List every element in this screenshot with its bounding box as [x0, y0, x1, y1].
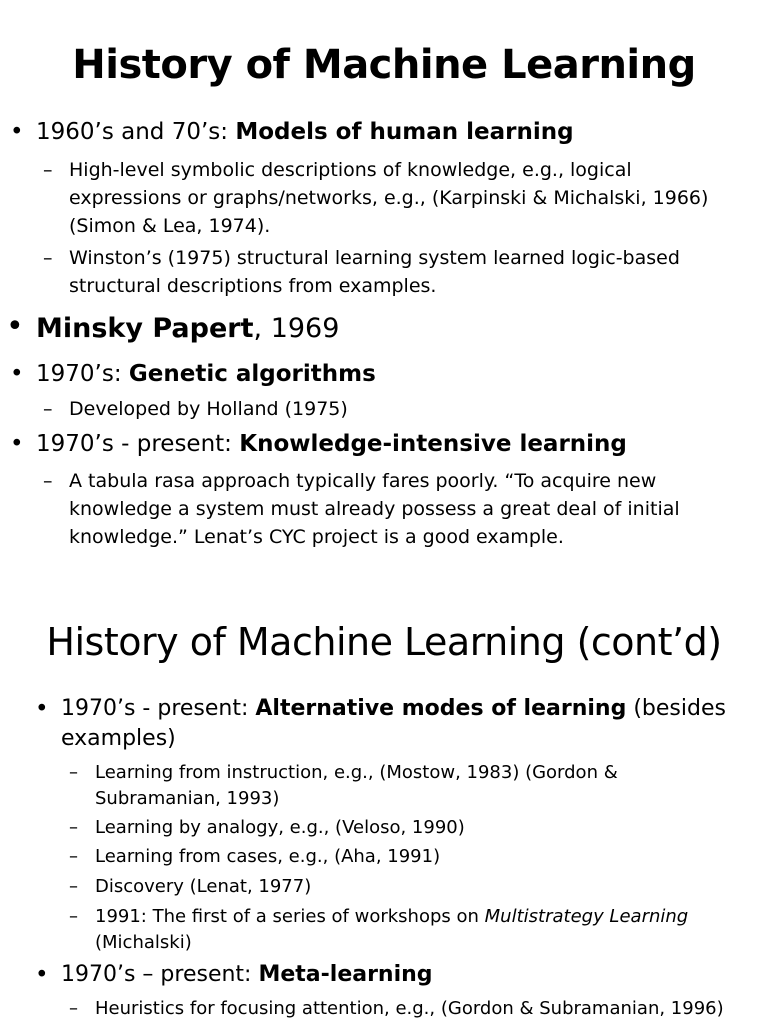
dash-icon: – — [69, 762, 78, 783]
bullet-icon: • — [35, 962, 49, 988]
item-bold: Alternative modes of learning — [255, 696, 627, 721]
dash-icon: – — [43, 470, 53, 492]
dash-icon: – — [43, 159, 53, 181]
sub-item — [69, 904, 735, 956]
slide-title: History of Machine Learning (cont’d) — [46, 620, 722, 664]
bullet-icon: • — [10, 119, 24, 145]
item-bold: Meta-learning — [258, 962, 433, 987]
item-bold: Minsky Papert — [36, 313, 254, 344]
item-prefix: 1970’s – present: — [61, 962, 259, 987]
sub-item — [43, 244, 749, 300]
item-prefix: 1960’s and 70’s: — [36, 119, 236, 145]
bullet-item — [10, 117, 756, 147]
sub-item-text: Learning from cases, e.g., (Aha, 1991) — [95, 846, 441, 867]
sub-item — [69, 874, 735, 900]
sub-item-italic: Multistrategy Learning — [484, 906, 689, 927]
item-prefix: 1970’s - present: — [61, 696, 256, 721]
sub-item — [43, 395, 749, 423]
sub-item-text: Heuristics for focusing attention, e.g., (Gordon & Subramanian, 1996) — [95, 998, 724, 1019]
sub-item — [69, 760, 735, 812]
item-bold: Genetic algorithms — [128, 361, 376, 387]
sub-item — [69, 996, 735, 1022]
dash-icon: – — [69, 876, 78, 897]
dash-icon: – — [69, 817, 78, 838]
sub-item-prefix: 1991: The first of a series of workshops on — [95, 906, 485, 927]
sub-item — [69, 844, 735, 870]
bullet-item — [35, 960, 751, 990]
sub-item-text: Discovery (Lenat, 1977) — [95, 876, 312, 897]
dash-icon: – — [69, 906, 78, 927]
bullet-icon: • — [10, 431, 24, 457]
sub-item-text: Winston’s (1975) structural learning system learned logic-based structural descriptions from examples. — [69, 247, 680, 297]
item-suffix: (besides examples) — [61, 696, 726, 751]
dash-icon: – — [69, 846, 78, 867]
bullet-item — [35, 694, 751, 754]
sub-item — [43, 467, 749, 551]
sub-item-text: Learning from instruction, e.g., (Mostow, 1983) (Gordon & Subramanian, 1993) — [95, 762, 618, 809]
dash-icon: – — [43, 247, 53, 269]
sub-item — [69, 815, 735, 841]
sub-item-suffix: (Michalski) — [95, 932, 192, 953]
slide-2 — [0, 580, 768, 1024]
bullet-icon: • — [35, 696, 49, 722]
item-prefix: 1970’s - present: — [36, 431, 240, 457]
item-prefix: 1970’s: — [36, 361, 129, 387]
sub-item-text: A tabula rasa approach typically fares poorly. “To acquire new knowledge a system must already possess a great deal of initial knowledge.” Lenat’s CYC project is a good example. — [69, 470, 680, 548]
dash-icon: – — [69, 998, 78, 1019]
bullet-icon: • — [10, 361, 24, 387]
item-suffix: , 1969 — [253, 313, 340, 344]
bullet-item — [10, 429, 756, 459]
slide-title: History of Machine Learning — [72, 42, 696, 88]
bullet-icon: • — [6, 309, 24, 344]
item-bold: Models of human learning — [235, 119, 574, 145]
bullet-item — [6, 309, 756, 346]
sub-item-text: Developed by Holland (1975) — [69, 398, 348, 420]
sub-item-text: High-level symbolic descriptions of knowledge, e.g., logical expressions or graphs/networks, e.g., (Karpinski & Michalski, 1966) (Simon & Lea, 1974). — [69, 159, 709, 237]
sub-item-text: Learning by analogy, e.g., (Veloso, 1990) — [95, 817, 465, 838]
sub-item — [43, 156, 749, 240]
item-bold: Knowledge-intensive learning — [239, 431, 627, 457]
bullet-item — [10, 359, 756, 389]
dash-icon: – — [43, 398, 53, 420]
